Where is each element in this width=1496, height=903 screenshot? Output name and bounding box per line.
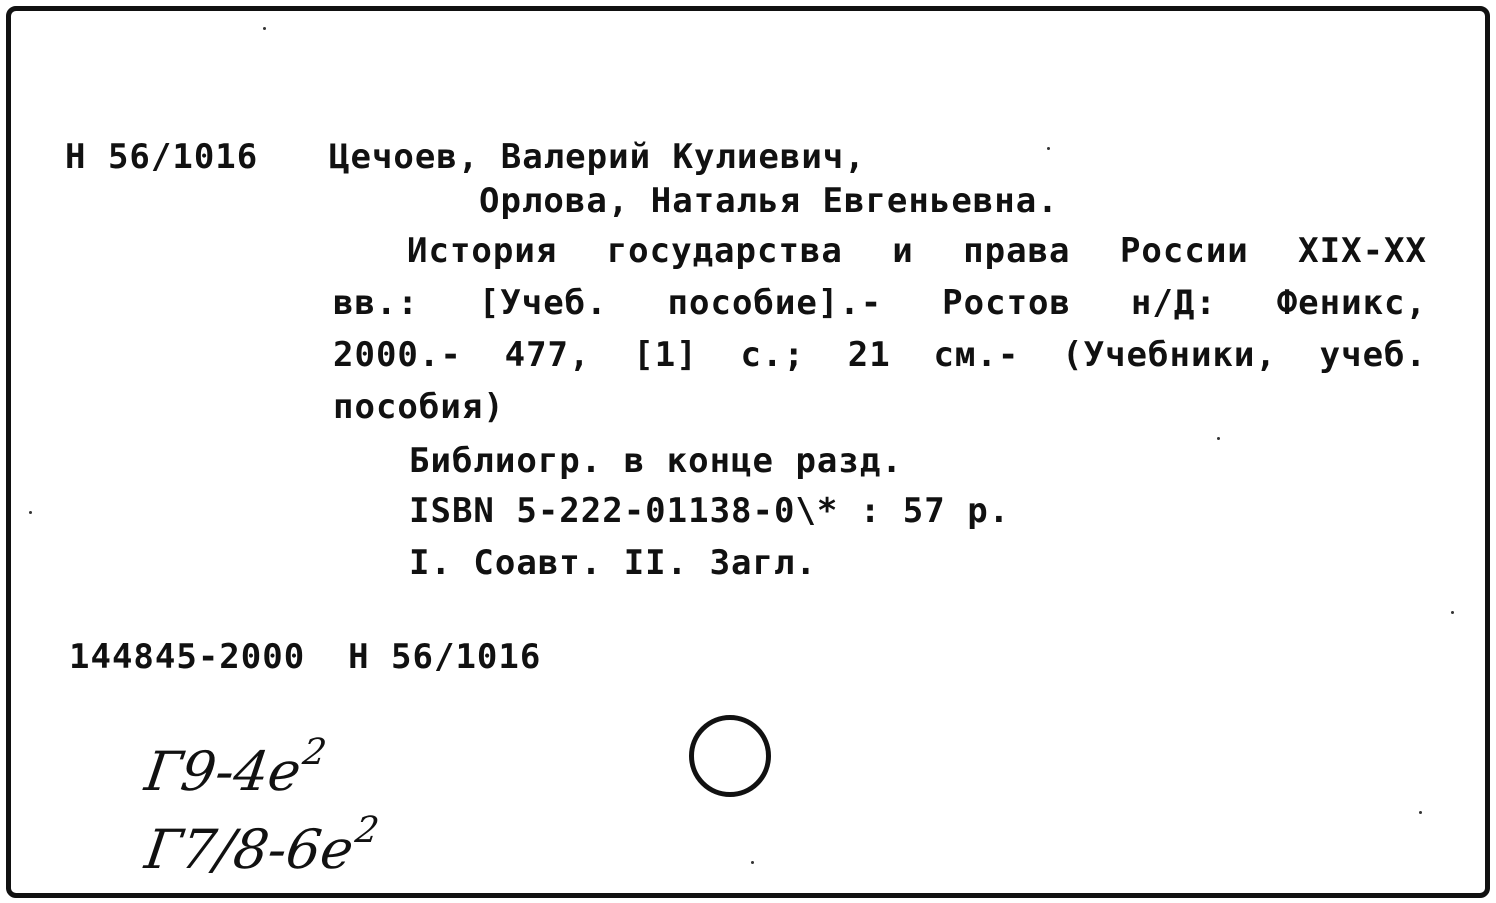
handwritten-note — [141, 723, 330, 802]
author-line: Цечоев, Валерий Кулиевич, — [329, 137, 866, 177]
note-isbn: ISBN 5-222-01138-0\* : 57 р. — [409, 491, 1011, 531]
handwritten-sup: 2 — [300, 732, 329, 773]
scan-speck — [1419, 811, 1422, 814]
catalog-card — [6, 6, 1490, 898]
handwritten-text: Г9-4е — [141, 740, 305, 803]
note-bibliography: Библиогр. в конце разд. — [409, 441, 903, 481]
handwritten-sup: 2 — [352, 810, 382, 851]
inventory-line: 144845-2000 Н 56/1016 — [69, 637, 542, 677]
call-number: Н 56/1016 — [65, 137, 259, 177]
punch-hole — [689, 715, 771, 797]
scan-speck — [751, 861, 754, 864]
description-line: вв.: [Учеб. пособие].- Ростов н/Д: Феникс, — [333, 283, 1427, 323]
scan-speck — [1217, 437, 1220, 440]
handwritten-text: Г7/8-6е — [141, 818, 358, 881]
description-line: История государства и права России XIX-XX — [407, 231, 1427, 271]
note-tracings: I. Соавт. II. Загл. — [409, 543, 817, 583]
scan-speck — [1047, 147, 1050, 150]
description-line: 2000.- 477, [1] с.; 21 см.- (Учебники, учеб. — [333, 335, 1427, 375]
scan-speck — [263, 27, 266, 30]
description-line: пособия) — [333, 387, 505, 427]
coauthor-line: Орлова, Наталья Евгеньевна. — [479, 181, 1059, 221]
handwritten-note — [141, 801, 382, 880]
scan-speck — [29, 511, 32, 514]
scan-speck — [1451, 611, 1454, 614]
